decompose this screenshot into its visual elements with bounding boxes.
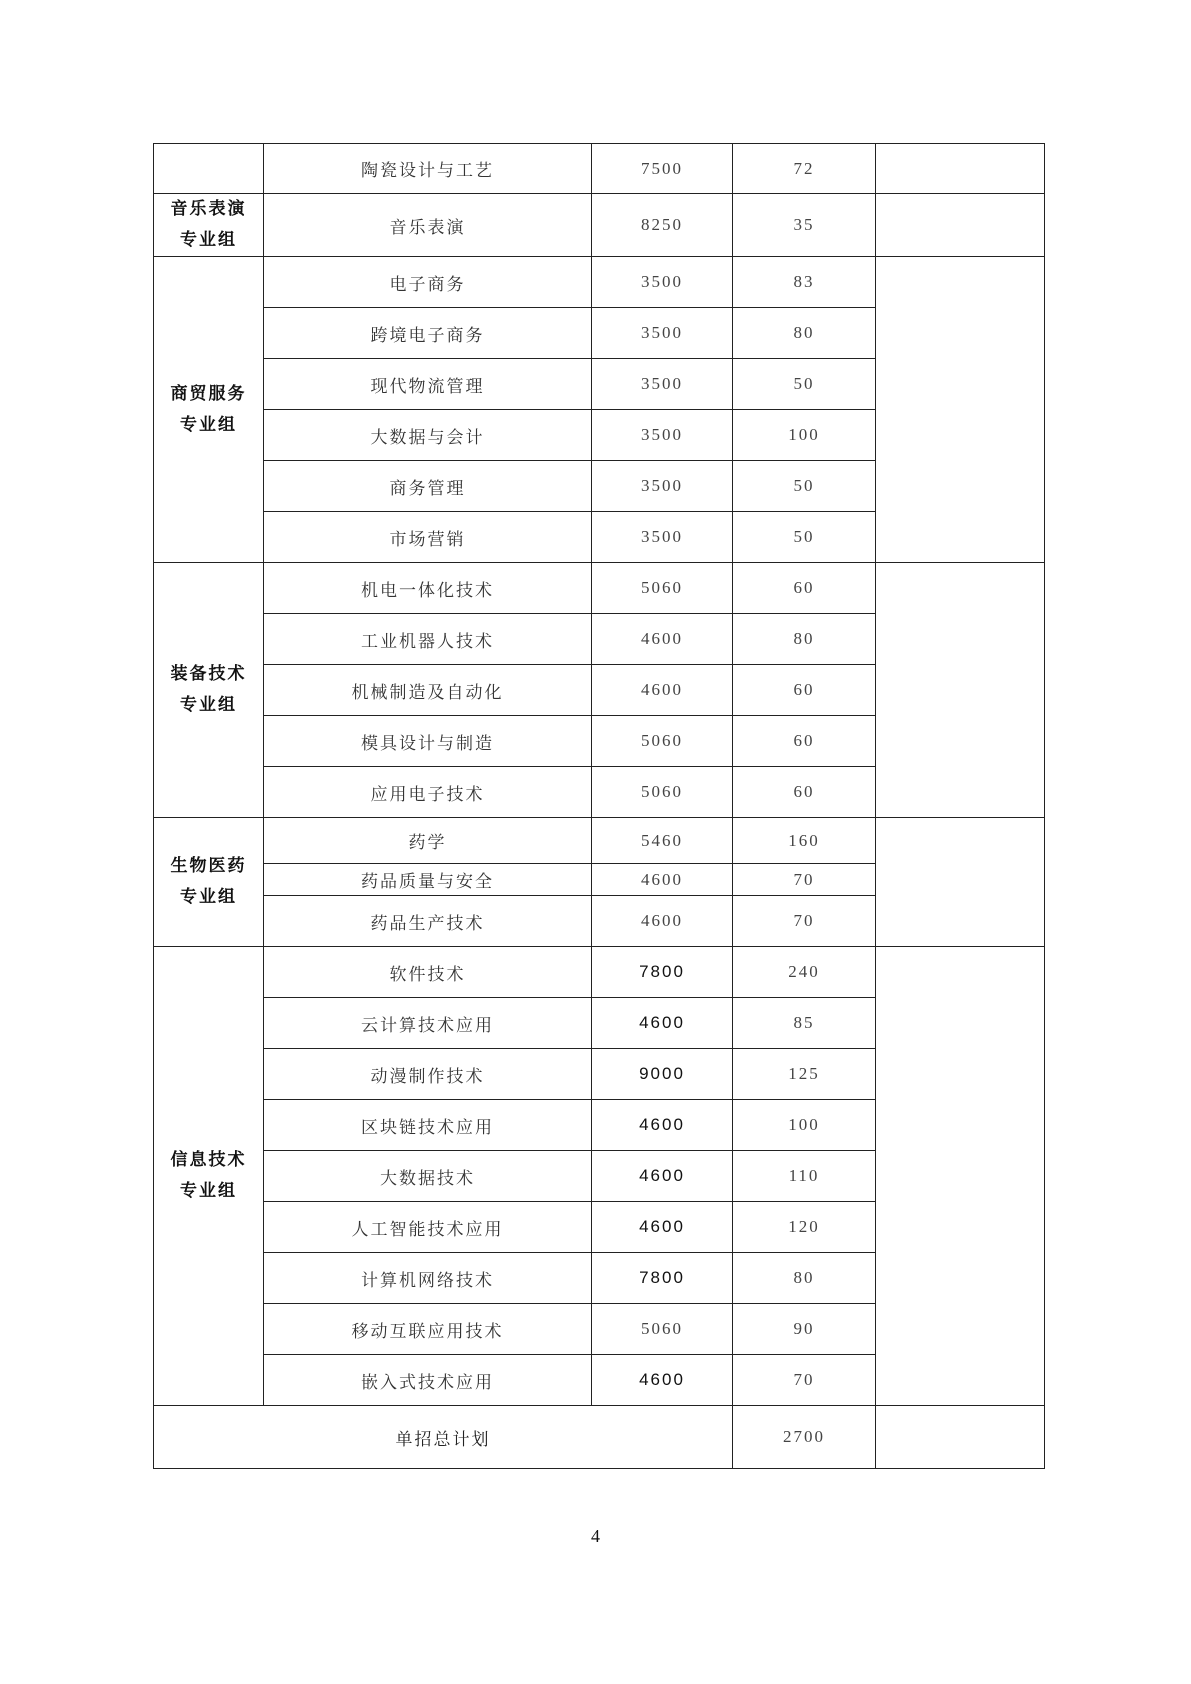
- remark-cell: [876, 818, 1045, 947]
- quota-cell: 100: [733, 1100, 876, 1151]
- total-row: [154, 1406, 1045, 1469]
- quota-cell: 50: [733, 359, 876, 410]
- group-name-cell: 信息技术 专业组: [154, 947, 264, 1406]
- major-name-cell: 工业机器人技术: [264, 614, 592, 665]
- enrollment-plan-table: [153, 143, 1045, 1469]
- major-name-cell: 市场营销: [264, 512, 592, 563]
- quota-cell: 60: [733, 716, 876, 767]
- group-name-cell: 生物医药 专业组: [154, 818, 264, 947]
- table-row: [154, 257, 1045, 308]
- quota-cell: 60: [733, 665, 876, 716]
- quota-cell: 50: [733, 512, 876, 563]
- quota-cell: 80: [733, 1253, 876, 1304]
- tuition-cell: 7800: [592, 1253, 733, 1304]
- tuition-cell: 3500: [592, 257, 733, 308]
- total-label: 单招总计划: [154, 1406, 733, 1469]
- major-name-cell: 音乐表演: [264, 194, 592, 257]
- remark-cell: [876, 257, 1045, 563]
- tuition-cell: 4600: [592, 1202, 733, 1253]
- major-name-cell: 陶瓷设计与工艺: [264, 144, 592, 194]
- tuition-cell: 5060: [592, 563, 733, 614]
- major-name-cell: 模具设计与制造: [264, 716, 592, 767]
- major-name-cell: 药学: [264, 818, 592, 864]
- quota-cell: 85: [733, 998, 876, 1049]
- major-name-cell: 大数据技术: [264, 1151, 592, 1202]
- tuition-cell: 3500: [592, 512, 733, 563]
- group-name-cell: 音乐表演 专业组: [154, 194, 264, 257]
- quota-cell: 110: [733, 1151, 876, 1202]
- quota-cell: 80: [733, 614, 876, 665]
- tuition-cell: 4600: [592, 864, 733, 896]
- major-name-cell: 人工智能技术应用: [264, 1202, 592, 1253]
- group-name-cell: [154, 144, 264, 194]
- major-name-cell: 云计算技术应用: [264, 998, 592, 1049]
- remark-cell: [876, 194, 1045, 257]
- quota-cell: 125: [733, 1049, 876, 1100]
- quota-cell: 70: [733, 1355, 876, 1406]
- remark-cell: [876, 563, 1045, 818]
- tuition-cell: 5460: [592, 818, 733, 864]
- tuition-cell: 4600: [592, 665, 733, 716]
- tuition-cell: 5060: [592, 1304, 733, 1355]
- tuition-cell: 5060: [592, 716, 733, 767]
- tuition-cell: 4600: [592, 998, 733, 1049]
- quota-cell: 70: [733, 864, 876, 896]
- quota-cell: 100: [733, 410, 876, 461]
- quota-cell: 70: [733, 896, 876, 947]
- major-name-cell: 电子商务: [264, 257, 592, 308]
- major-name-cell: 药品生产技术: [264, 896, 592, 947]
- tuition-cell: 7800: [592, 947, 733, 998]
- quota-cell: 90: [733, 1304, 876, 1355]
- quota-cell: 80: [733, 308, 876, 359]
- total-remark-cell: [876, 1406, 1045, 1469]
- quota-cell: 35: [733, 194, 876, 257]
- quota-cell: 50: [733, 461, 876, 512]
- major-name-cell: 现代物流管理: [264, 359, 592, 410]
- quota-cell: 60: [733, 563, 876, 614]
- tuition-cell: 4600: [592, 896, 733, 947]
- major-name-cell: 商务管理: [264, 461, 592, 512]
- tuition-cell: 3500: [592, 308, 733, 359]
- major-name-cell: 动漫制作技术: [264, 1049, 592, 1100]
- major-name-cell: 大数据与会计: [264, 410, 592, 461]
- major-name-cell: 跨境电子商务: [264, 308, 592, 359]
- table-row: [154, 818, 1045, 864]
- tuition-cell: 4600: [592, 614, 733, 665]
- major-name-cell: 嵌入式技术应用: [264, 1355, 592, 1406]
- tuition-cell: 4600: [592, 1355, 733, 1406]
- total-quota: 2700: [733, 1406, 876, 1469]
- group-name-cell: 装备技术 专业组: [154, 563, 264, 818]
- enrollment-plan-body: [154, 144, 1045, 1406]
- major-name-cell: 应用电子技术: [264, 767, 592, 818]
- tuition-cell: 5060: [592, 767, 733, 818]
- quota-cell: 83: [733, 257, 876, 308]
- quota-cell: 60: [733, 767, 876, 818]
- major-name-cell: 区块链技术应用: [264, 1100, 592, 1151]
- major-name-cell: 计算机网络技术: [264, 1253, 592, 1304]
- remark-cell: [876, 947, 1045, 1406]
- quota-cell: 160: [733, 818, 876, 864]
- tuition-cell: 9000: [592, 1049, 733, 1100]
- tuition-cell: 4600: [592, 1151, 733, 1202]
- major-name-cell: 移动互联应用技术: [264, 1304, 592, 1355]
- group-name-cell: 商贸服务 专业组: [154, 257, 264, 563]
- tuition-cell: 3500: [592, 359, 733, 410]
- table-row: [154, 563, 1045, 614]
- table-row: [154, 144, 1045, 194]
- major-name-cell: 软件技术: [264, 947, 592, 998]
- table-row: [154, 947, 1045, 998]
- quota-cell: 240: [733, 947, 876, 998]
- page-number: 4: [591, 1526, 600, 1546]
- table-row: [154, 194, 1045, 257]
- tuition-cell: 4600: [592, 1100, 733, 1151]
- tuition-cell: 3500: [592, 461, 733, 512]
- quota-cell: 120: [733, 1202, 876, 1253]
- major-name-cell: 机械制造及自动化: [264, 665, 592, 716]
- major-name-cell: 药品质量与安全: [264, 864, 592, 896]
- tuition-cell: 7500: [592, 144, 733, 194]
- quota-cell: 72: [733, 144, 876, 194]
- remark-cell: [876, 144, 1045, 194]
- tuition-cell: 3500: [592, 410, 733, 461]
- major-name-cell: 机电一体化技术: [264, 563, 592, 614]
- tuition-cell: 8250: [592, 194, 733, 257]
